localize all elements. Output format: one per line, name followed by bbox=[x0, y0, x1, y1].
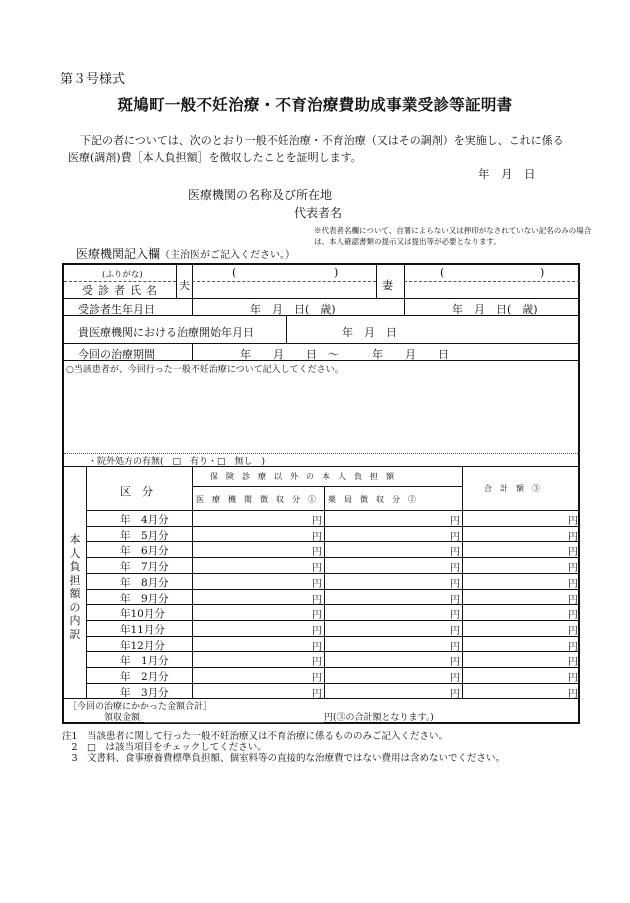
month-label: 年 6月分 bbox=[120, 545, 169, 558]
wife-birth-value: 年 月 日( 歳) bbox=[452, 303, 538, 316]
pharmacy-amount[interactable]: 円 bbox=[450, 673, 460, 684]
medical-amount[interactable]: 円 bbox=[312, 563, 322, 575]
total-amount[interactable]: 円 bbox=[568, 610, 578, 622]
row-divider bbox=[86, 557, 580, 558]
medical-amount[interactable]: 円 bbox=[312, 610, 322, 622]
medical-amount[interactable]: 円 bbox=[312, 594, 322, 606]
pharmacy-amount[interactable]: 円 bbox=[450, 563, 460, 575]
section-title-text: 医療機関記入欄 bbox=[76, 247, 161, 261]
month-label: 年 3月分 bbox=[120, 686, 169, 699]
form-number: 第３号様式 bbox=[60, 72, 126, 87]
wife-paren-open: ( bbox=[440, 266, 445, 279]
medical-amount[interactable]: 円 bbox=[312, 625, 322, 637]
husband-birth-value: 年 月 日( 歳) bbox=[250, 303, 336, 316]
note-2: 2 □ は該当項目をチェックしてください。 bbox=[62, 742, 267, 753]
row-divider bbox=[86, 651, 580, 652]
institution-label: 医療機関の名称及び所在地 bbox=[188, 188, 333, 202]
medical-amount[interactable]: 円 bbox=[312, 547, 322, 559]
column-medical: 医 療 機 関 徴 収 分 ① bbox=[196, 495, 316, 504]
month-label: 年 5月分 bbox=[120, 529, 169, 542]
husband-paren-close: ) bbox=[334, 266, 339, 279]
month-label: 年 8月分 bbox=[120, 576, 169, 589]
medical-amount[interactable]: 円 bbox=[312, 688, 322, 700]
pharmacy-amount[interactable]: 円 bbox=[450, 610, 460, 622]
total-amount[interactable]: 円 bbox=[568, 547, 578, 559]
note-3: 3 文書料、食事療養費標準負担額、個室料等の直接的な治療費ではない費用は含めないでください。 bbox=[62, 753, 506, 764]
total-amount[interactable]: 円 bbox=[568, 516, 578, 527]
section-subtitle: （主治医がご記入ください。） bbox=[160, 250, 296, 261]
month-label: 年10月分 bbox=[120, 608, 165, 621]
row-divider bbox=[86, 667, 580, 668]
pharmacy-amount[interactable]: 円 bbox=[450, 688, 460, 700]
birth-label: 受診者生年月日 bbox=[78, 303, 155, 316]
month-label: 年 1月分 bbox=[120, 655, 169, 668]
pharmacy-amount[interactable]: 円 bbox=[450, 594, 460, 606]
furigana-label: (ふりがな) bbox=[102, 270, 143, 280]
section-title bbox=[76, 245, 295, 262]
medical-amount[interactable]: 円 bbox=[312, 531, 322, 543]
wife-paren-close: ) bbox=[540, 266, 545, 279]
medical-amount[interactable]: 円 bbox=[312, 516, 322, 527]
row-divider bbox=[86, 541, 580, 542]
pharmacy-amount[interactable]: 円 bbox=[450, 657, 460, 669]
period-value: 年 月 日 ～ 年 月 日 bbox=[240, 348, 449, 361]
husband-label: 夫 bbox=[179, 279, 190, 292]
name-label: 受診者氏名 bbox=[82, 284, 162, 297]
footnotes bbox=[62, 731, 505, 764]
total-amount[interactable]: 円 bbox=[568, 673, 578, 684]
month-label: 年 9月分 bbox=[120, 592, 169, 605]
column-group: 保 険 診 療 以 外 の 本 人 負 担 額 bbox=[210, 472, 394, 481]
row-divider bbox=[86, 573, 580, 574]
medical-amount[interactable]: 円 bbox=[312, 641, 322, 653]
month-label: 年 7月分 bbox=[120, 561, 169, 574]
outside-prescription: ・院外処方の有無( □ 有り・□ 無し ) bbox=[88, 457, 266, 467]
husband-paren-open: ( bbox=[232, 266, 237, 279]
total-amount[interactable]: 円 bbox=[568, 641, 578, 653]
summary-amount-suffix: 円(③の合計額となります。) bbox=[324, 713, 434, 723]
column-total: 合 計 額 ③ bbox=[484, 484, 540, 493]
note-1: 注1 当該患者に関して行った一般不妊治療又は不育治療に係るもののみご記入ください。 bbox=[62, 731, 449, 742]
burden-side-label: 本人負担額の内訳 bbox=[69, 533, 81, 641]
total-amount[interactable]: 円 bbox=[568, 563, 578, 575]
summary-amount-label: 領収金額 bbox=[104, 713, 141, 723]
row-divider bbox=[86, 636, 580, 637]
column-period: 区 分 bbox=[120, 485, 153, 498]
total-amount[interactable]: 円 bbox=[568, 594, 578, 606]
row-divider bbox=[86, 604, 580, 605]
row-divider bbox=[86, 683, 580, 684]
medical-amount[interactable]: 円 bbox=[312, 578, 322, 590]
total-amount[interactable]: 円 bbox=[568, 578, 578, 590]
start-value: 年 月 日 bbox=[342, 326, 397, 339]
period-label: 今回の治療期間 bbox=[78, 348, 155, 361]
column-pharmacy: 薬 局 徴 収 分 ② bbox=[328, 495, 416, 504]
medical-amount[interactable]: 円 bbox=[312, 657, 322, 669]
intro-text: 下記の者については、次のとおり一般不妊治療・不育治療（又はその調剤）を実施し、これに係る医療(調剤)費［本人負担額］を徴収したことを証明します。 bbox=[68, 134, 564, 164]
row-divider bbox=[86, 589, 580, 590]
issue-date: 年 月 日 bbox=[478, 167, 536, 181]
total-amount[interactable]: 円 bbox=[568, 688, 578, 700]
wife-label: 妻 bbox=[382, 279, 393, 292]
row-divider bbox=[86, 620, 580, 621]
treatment-note: ○当該患者が、今回行った一般不妊治療について記入してください。 bbox=[66, 365, 344, 375]
total-amount[interactable]: 円 bbox=[568, 625, 578, 637]
month-label: 年12月分 bbox=[120, 639, 165, 652]
pharmacy-amount[interactable]: 円 bbox=[450, 547, 460, 559]
row-divider bbox=[86, 526, 580, 527]
representative-label: 代表者名 bbox=[294, 206, 343, 220]
month-label: 年 2月分 bbox=[120, 671, 169, 683]
medical-amount[interactable]: 円 bbox=[312, 673, 322, 684]
representative-note: ※代表者名欄について、自署によらない又は押印がなされていない記名のみの場合は、本人確認書類の提示又は提出等が必要となります。 bbox=[314, 226, 592, 246]
certificate-table bbox=[62, 263, 580, 724]
pharmacy-amount[interactable]: 円 bbox=[450, 578, 460, 590]
page-title: 斑鳩町一般不妊治療・不育治療費助成事業受診等証明書 bbox=[117, 95, 513, 114]
month-label: 年 4月分 bbox=[120, 514, 169, 526]
pharmacy-amount[interactable]: 円 bbox=[450, 516, 460, 527]
total-amount[interactable]: 円 bbox=[568, 657, 578, 669]
month-label: 年11月分 bbox=[120, 623, 165, 636]
summary-label: ［今回の治療にかかった金額合計］ bbox=[68, 702, 213, 712]
pharmacy-amount[interactable]: 円 bbox=[450, 531, 460, 543]
start-label: 貴医療機関における治療開始年月日 bbox=[78, 326, 254, 339]
pharmacy-amount[interactable]: 円 bbox=[450, 641, 460, 653]
pharmacy-amount[interactable]: 円 bbox=[450, 625, 460, 637]
total-amount[interactable]: 円 bbox=[568, 531, 578, 543]
